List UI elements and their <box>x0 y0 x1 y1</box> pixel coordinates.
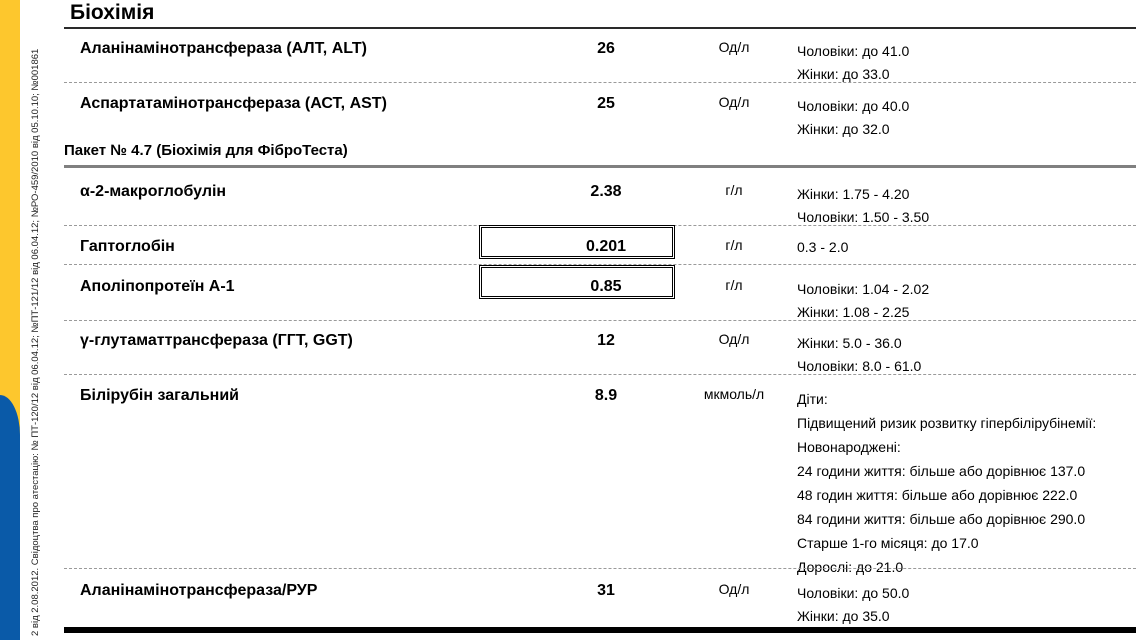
reference-line: Жінки: 1.08 - 2.25 <box>797 304 910 320</box>
test-unit: Од/л <box>718 331 750 347</box>
reference-line: Чоловіки: до 41.0 <box>797 43 910 59</box>
reference-line: Чоловіки: 8.0 - 61.0 <box>797 358 922 374</box>
test-reference <box>797 332 921 378</box>
reference-line: Чоловіки: до 50.0 <box>797 585 910 601</box>
test-reference <box>797 40 909 86</box>
test-value: 25 <box>597 95 615 112</box>
test-reference <box>797 183 929 229</box>
reference-line: Чоловіки: 1.50 - 3.50 <box>797 209 930 225</box>
test-value: 0.201 <box>585 238 627 255</box>
test-value: 2.38 <box>590 183 622 200</box>
row-divider <box>64 374 1136 375</box>
test-value: 12 <box>597 332 615 349</box>
test-value: 8.9 <box>594 387 618 404</box>
reference-line: Жінки: до 33.0 <box>797 66 890 82</box>
bottom-rule <box>64 627 1136 633</box>
reference-line: Жінки: 1.75 - 4.20 <box>797 186 910 202</box>
reference-line: Жінки: 5.0 - 36.0 <box>797 335 902 351</box>
section-title: Біохімія <box>70 1 155 24</box>
reference-line: Новонароджені: <box>797 439 901 455</box>
row-divider <box>64 320 1136 321</box>
reference-line: Чоловіки: 1.04 - 2.02 <box>797 281 930 297</box>
reference-line: Жінки: до 35.0 <box>797 608 890 624</box>
test-name: Аспартатамінотрансфераза (АСТ, AST) <box>80 95 387 112</box>
reference-line: Дорослі: до 21.0 <box>797 559 904 575</box>
test-value: 0.85 <box>590 278 622 295</box>
test-reference <box>797 95 909 141</box>
reference-line: Чоловіки: до 40.0 <box>797 98 910 114</box>
test-unit: Од/л <box>718 581 750 597</box>
test-name: Аланінамінотрансфераза/РУР <box>80 582 318 599</box>
reference-line: Жінки: до 32.0 <box>797 121 890 137</box>
package-rule <box>64 165 1136 168</box>
test-name: Білірубін загальний <box>80 387 239 404</box>
row-divider <box>64 82 1136 83</box>
test-unit: г/л <box>725 277 743 293</box>
test-unit: Од/л <box>718 39 750 55</box>
test-value: 26 <box>597 40 615 57</box>
reference-line: 24 години життя: більше або дорівнює 137.0 <box>797 463 1086 479</box>
test-name: Гаптоглобін <box>80 238 175 255</box>
test-name: Аполіпопротеїн А-1 <box>80 278 235 295</box>
reference-line: 84 години життя: більше або дорівнює 290.0 <box>797 511 1086 527</box>
title-rule <box>64 27 1136 29</box>
test-name: γ-глутаматтрансфераза (ГГТ, GGT) <box>80 332 353 349</box>
package-label: Пакет № 4.7 (Біохімія для ФіброТеста) <box>64 142 348 159</box>
row-divider <box>64 568 1136 569</box>
reference-line: Підвищений ризик розвитку гіпербілірубінемії: <box>797 415 1097 431</box>
test-unit: мкмоль/л <box>703 386 765 402</box>
left-blue-stripe <box>0 395 20 640</box>
test-reference <box>797 236 848 259</box>
test-name: α-2-макроглобулін <box>80 183 227 200</box>
test-unit: Од/л <box>718 94 750 110</box>
reference-line: 0.3 - 2.0 <box>797 239 849 255</box>
reference-line: 48 годин життя: більше або дорівнює 222.0 <box>797 487 1078 503</box>
test-unit: г/л <box>725 237 743 253</box>
test-value: 31 <box>597 582 615 599</box>
test-name: Аланінамінотрансфераза (АЛТ, ALT) <box>80 40 367 57</box>
test-reference <box>797 278 929 324</box>
reference-line: Старше 1-го місяця: до 17.0 <box>797 535 979 551</box>
test-reference <box>797 387 1096 579</box>
reference-line: Діти: <box>797 391 828 407</box>
certificate-text: 2 від 2.08.2012. Свідоцтва про атестацію: № ПТ-120/12 від 06.04.12; №ПТ-121/12 від 06.04.12; №РО-459/2010 від 05.10.10; №001861 <box>30 48 41 636</box>
test-reference <box>797 582 909 628</box>
test-unit: г/л <box>725 182 743 198</box>
